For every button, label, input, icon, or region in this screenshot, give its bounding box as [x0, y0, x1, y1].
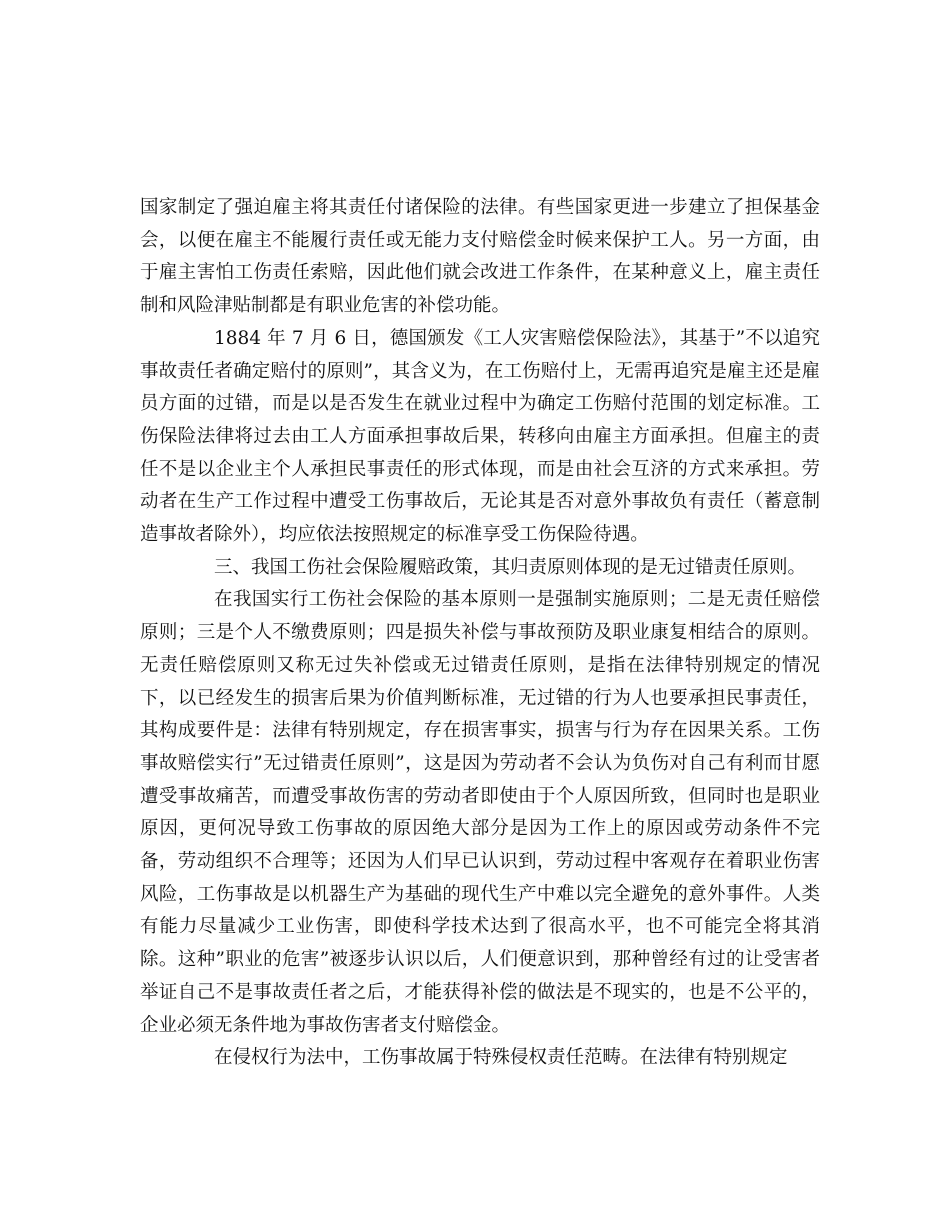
paragraph: 1884 年 7 月 6 日，德国颁发《工人灾害赔偿保险法》，其基于”不以追究事故责任者确定赔付的原则”，其含义为，在工伤赔付上，无需再追究是雇主还是雇员方面的过错，而是以是否发生在就业过程中为确定工伤赔付范围的划定标准。工伤保险法律将过去由工人方面承担事故后果，转移向由雇主方面承担。但雇主的责任不是以企业主个人承担民事责任的形式体现，而是由社会互济的方式来承担。劳动者在生产工作过程中遭受工伤事故后，无论其是否对意外事故负有责任（蓄意制造事故者除外），均应依法按照规定的标准享受工伤保险待遇。	[140, 327, 820, 546]
section-heading: 三、我国工伤社会保险履赔政策，其归责原则体现的是无过错责任原则。	[214, 556, 807, 578]
paragraph: 国家制定了强迫雇主将其责任付诸保险的法律。有些国家更进一步建立了担保基金会，以便在雇主不能履行责任或无能力支付赔偿金时候来保护工人。另一方面，由于雇主害怕工伤责任索赔，因此他们就会改进工作条件，在某种意义上，雇主责任制和风险津贴制都是有职业危害的补偿功能。	[140, 197, 820, 317]
paragraph: 在我国实行工伤社会保险的基本原则一是强制实施原则；二是无责任赔偿原则；三是个人不缴费原则；四是损失补偿与事故预防及职业康复相结合的原则。无责任赔偿原则又称无过失补偿或无过错责任原则，是指在法律特别规定的情况下，以已经发生的损害后果为价值判断标准，无过错的行为人也要承担民事责任，其构成要件是：法律有特别规定，存在损害事实，损害与行为存在因果关系。工伤事故赔偿实行”无过错责任原则”，这是因为劳动者不会认为负伤对自己有利而甘愿遭受事故痛苦，而遭受事故伤害的劳动者即使由于个人原因所致，但同时也是职业原因，更何况导致工伤事故的原因绝大部分是因为工作上的原因或劳动条件不完备，劳动组织不合理等；还因为人们早已认识到，劳动过程中客观存在着职业伤害风险，工伤事故是以机器生产为基础的现代生产中难以完全避免的意外事件。人类有能力尽量减少工业伤害，即使科学技术达到了很高水平，也不可能完全将其消除。这种”职业的危害”被逐步认识以后，人们便意识到，那种曾经有过的让受害者举证自己不是事故责任者之后，才能获得补偿的做法是不现实的，也是不公平的，企业必须无条件地为事故伤害者支付赔偿金。	[140, 589, 820, 1036]
document-page	[140, 192, 820, 1075]
paragraph: 在侵权行为法中，工伤事故属于特殊侵权责任范畴。在法律有特别规定	[214, 1047, 788, 1069]
